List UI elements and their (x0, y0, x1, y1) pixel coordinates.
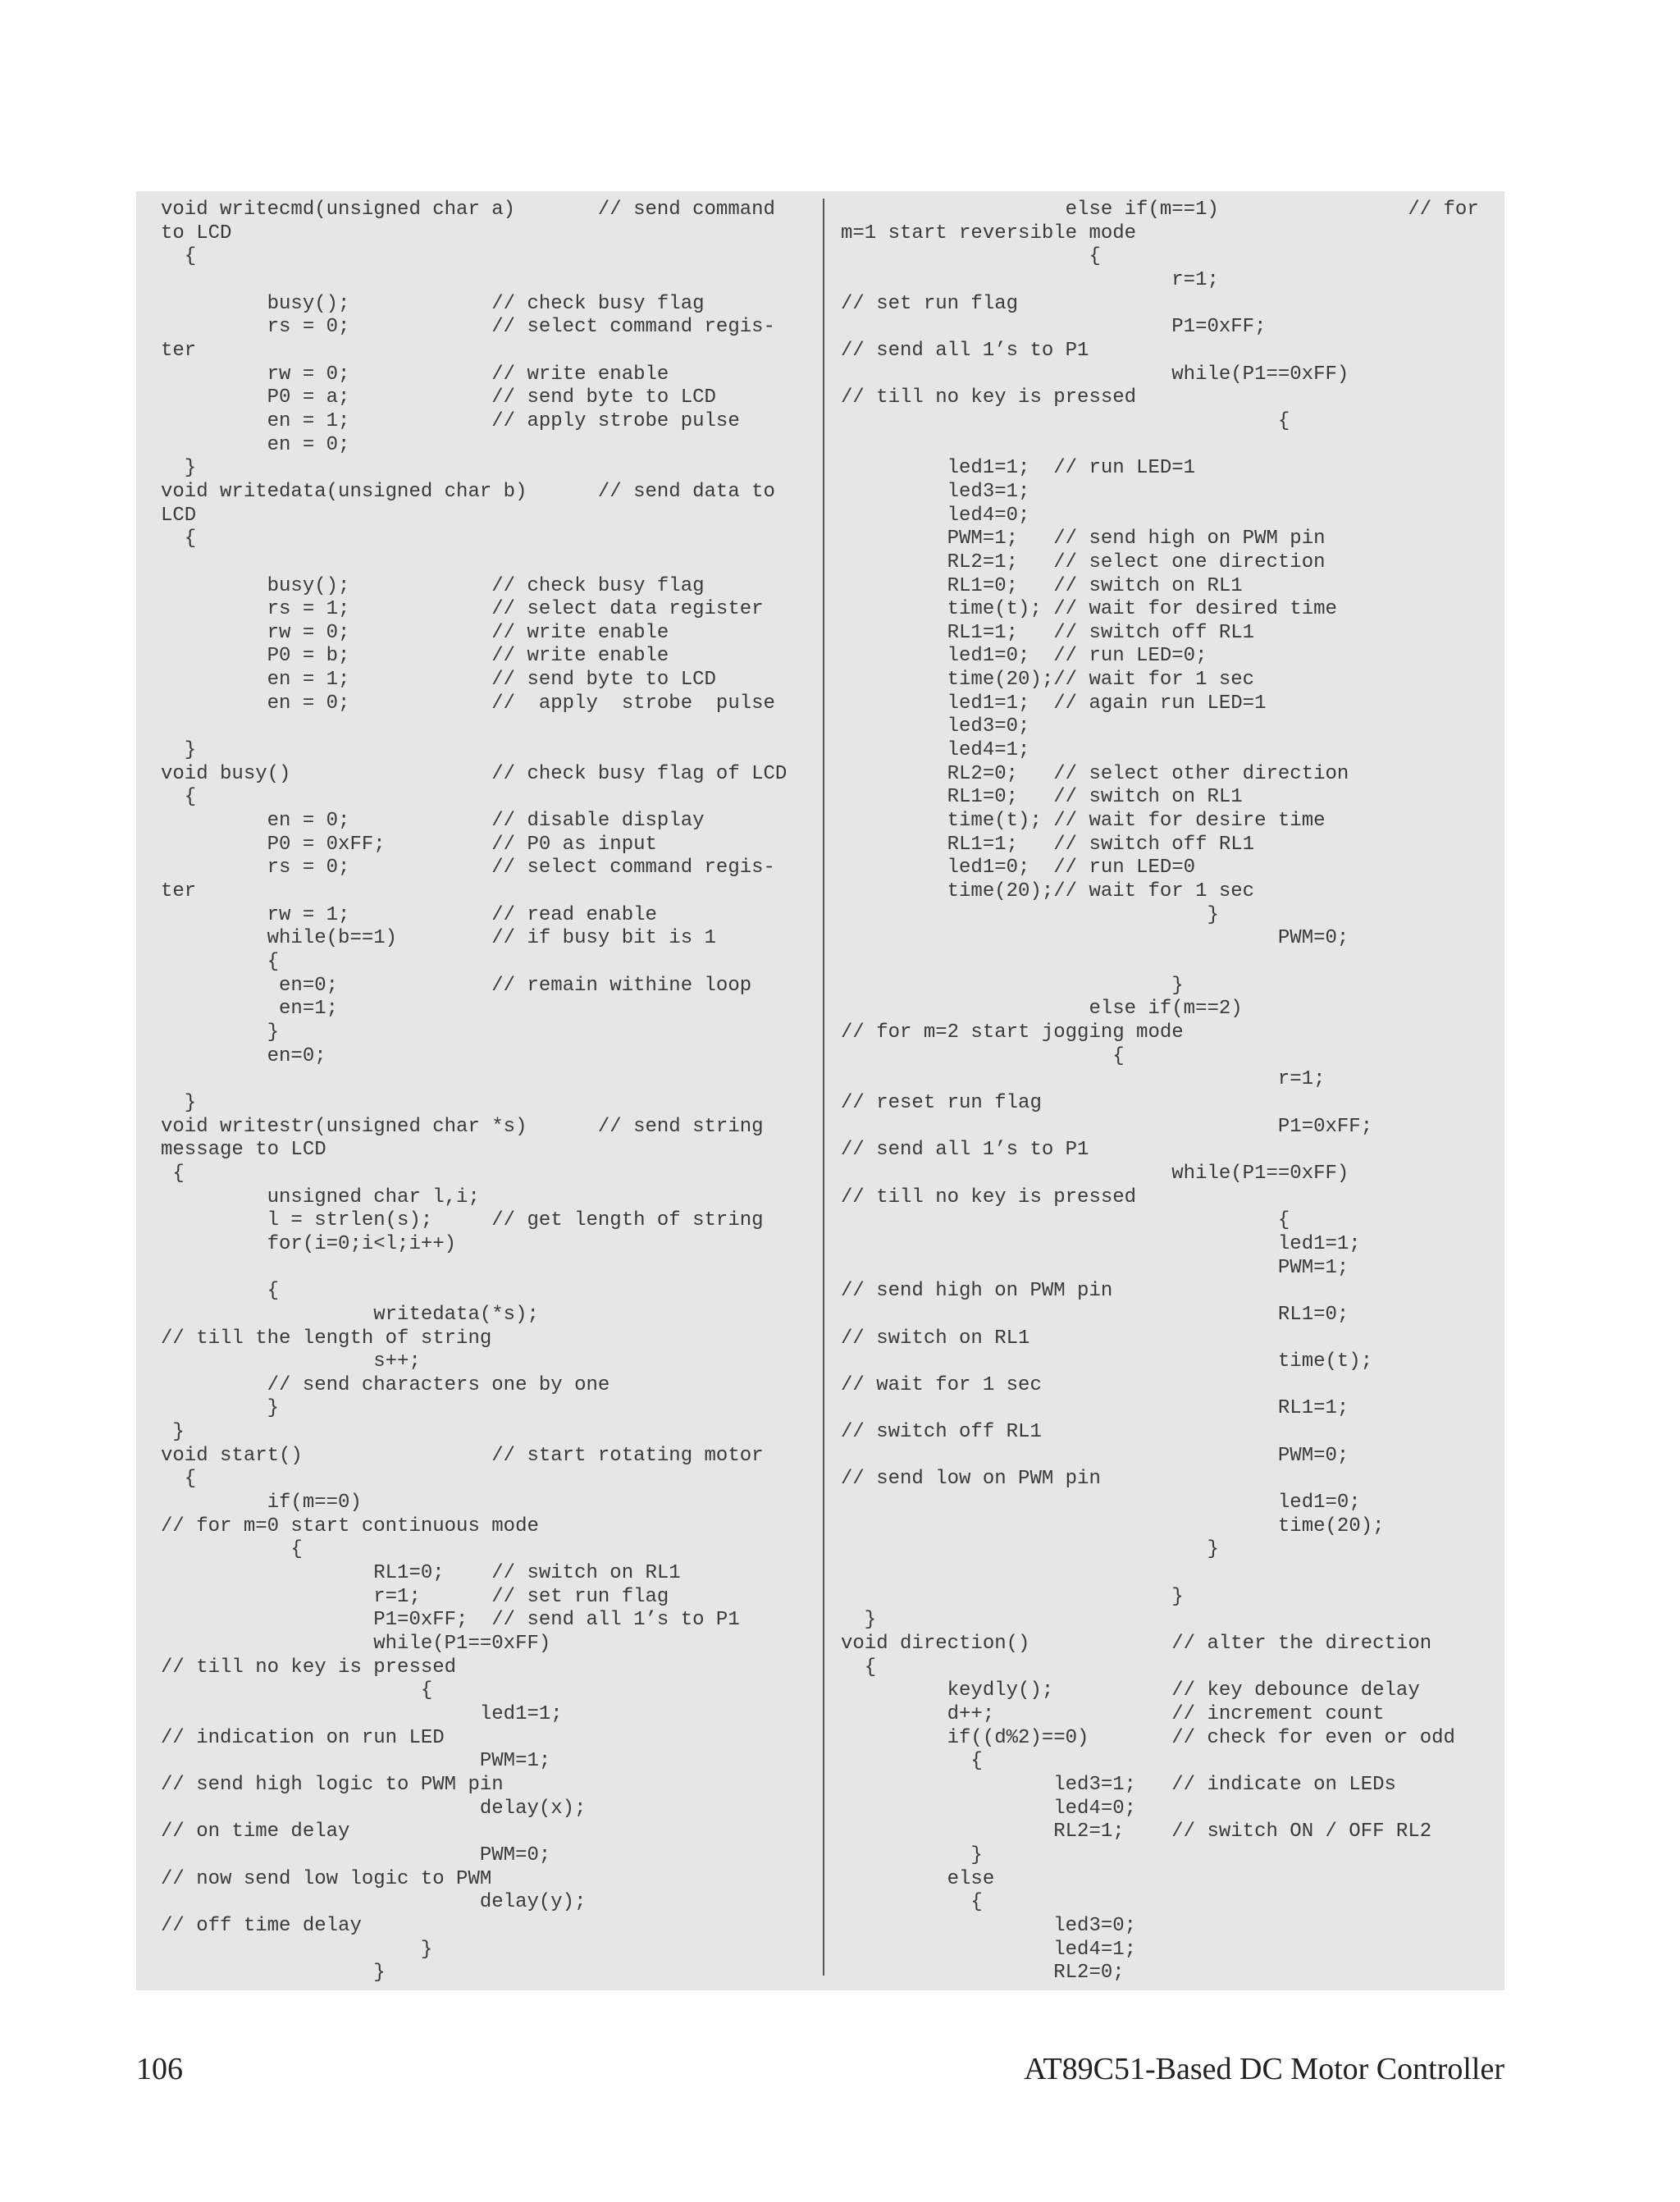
page-number: 106 (136, 2052, 183, 2086)
code-line: void busy() // check busy flag of LCD (161, 762, 788, 785)
code-line: RL2=0; (841, 1962, 1125, 1985)
code-line: } (161, 739, 197, 762)
code-line: } (161, 1938, 433, 1961)
code-line: } (841, 903, 1219, 926)
code-line: // switch off RL1 (841, 1421, 1042, 1444)
code-line: } (841, 1585, 1184, 1608)
code-line: } (841, 1609, 877, 1632)
code-line: { (161, 245, 197, 268)
code-line: PWM=1; (161, 1750, 551, 1773)
column-divider (823, 199, 824, 1976)
code-line: RL1=1; (841, 1397, 1349, 1420)
code-line: en = 1; // send byte to LCD (161, 669, 716, 692)
code-line: // for m=0 start continuous mode (161, 1514, 539, 1537)
code-line: for(i=0;i<l;i++) (161, 1232, 457, 1255)
code-line: keydly(); // key debounce delay (841, 1679, 1420, 1702)
code-line: time(20);// wait for 1 sec (841, 669, 1255, 692)
code-line: led4=1; (841, 1938, 1137, 1961)
code-line: RL1=0; (841, 1303, 1349, 1326)
code-line: RL1=1; // switch off RL1 (841, 833, 1255, 856)
code-line: void writedata(unsigned char b) // send data to (161, 480, 775, 503)
code-line: { (161, 1162, 185, 1185)
code-line: en = 0; // apply strobe pulse (161, 692, 775, 715)
code-line: } (161, 1421, 185, 1444)
code-line: // reset run flag (841, 1091, 1042, 1114)
code-line: time(t); (841, 1350, 1373, 1373)
code-line: led1=1; // run LED=1 (841, 457, 1196, 480)
code-line: led4=0; (841, 1797, 1137, 1820)
code-line: time(20); (841, 1514, 1385, 1537)
code-line: void writestr(unsigned char *s) // send string (161, 1115, 764, 1138)
code-line: RL1=1; // switch off RL1 (841, 621, 1255, 644)
code-line: } (161, 457, 197, 480)
code-line: led4=0; (841, 504, 1030, 527)
code-line: // off time delay (161, 1914, 362, 1937)
code-line: { (161, 1679, 433, 1702)
code-line: // till no key is pressed (161, 1656, 457, 1679)
code-line: while(P1==0xFF) (841, 1162, 1349, 1185)
code-line: { (841, 1750, 983, 1773)
code-line: { (161, 528, 197, 550)
code-line: m=1 start reversible mode (841, 222, 1137, 244)
code-line: led1=1; // again run LED=1 (841, 692, 1267, 715)
code-line: en=1; (161, 998, 339, 1021)
code-line: P0 = b; // write enable (161, 645, 669, 668)
code-line: led1=0; (841, 1492, 1361, 1514)
code-line: { (841, 1891, 983, 1914)
code-line: { (161, 951, 280, 973)
code-line: // now send low logic to PWM (161, 1867, 492, 1890)
code-line: rs = 0; // select command regis- (161, 316, 775, 339)
code-column-right (841, 199, 1489, 1985)
code-line: en = 0; (161, 433, 350, 456)
code-line: void start() // start rotating motor (161, 1444, 764, 1467)
code-line: RL2=1; // select one direction (841, 550, 1326, 573)
code-line: // till no key is pressed (841, 386, 1137, 409)
code-line: RL2=1; // switch ON / OFF RL2 (841, 1821, 1432, 1843)
running-title: AT89C51-Based DC Motor Controller (1024, 2052, 1504, 2086)
code-line: // send low on PWM pin (841, 1468, 1101, 1491)
code-line: rs = 0; // select command regis- (161, 857, 775, 879)
code-line: P1=0xFF; // send all 1’s to P1 (161, 1609, 740, 1632)
code-line: while(b==1) // if busy bit is 1 (161, 927, 716, 950)
code-line: PWM=1; // send high on PWM pin (841, 528, 1326, 550)
code-line: } (161, 1091, 197, 1114)
code-line: // for m=2 start jogging mode (841, 1021, 1184, 1044)
code-line: en=0; (161, 1044, 326, 1067)
code-line: { (841, 409, 1290, 432)
code-line: RL1=0; // switch on RL1 (841, 574, 1243, 597)
code-line: // indication on run LED (161, 1726, 445, 1749)
code-line: r=1; (841, 1068, 1326, 1091)
code-line: else (841, 1867, 995, 1890)
code-line: void direction() // alter the direction (841, 1633, 1432, 1656)
code-line: led3=0; (841, 1914, 1137, 1937)
code-line: led1=1; (161, 1703, 563, 1725)
code-line: { (841, 1044, 1125, 1067)
code-line: writedata(*s); (161, 1303, 539, 1326)
code-line: l = strlen(s); // get length of string (161, 1209, 764, 1232)
code-line: busy(); // check busy flag (161, 292, 705, 315)
code-line: time(t); // wait for desired time (841, 598, 1337, 621)
code-line: delay(x); (161, 1797, 587, 1820)
code-line: led3=1; (841, 480, 1030, 503)
code-line: PWM=1; (841, 1256, 1349, 1279)
code-line: led1=0; // run LED=0; (841, 645, 1208, 668)
code-line: P0 = 0xFF; // P0 as input (161, 833, 657, 856)
code-line: rs = 1; // select data register (161, 598, 764, 621)
code-line: en = 0; // disable display (161, 810, 705, 833)
code-line: unsigned char l,i; (161, 1186, 480, 1208)
code-line: // send high on PWM pin (841, 1280, 1113, 1303)
code-line: RL1=0; // switch on RL1 (161, 1562, 681, 1585)
code-line: // send all 1’s to P1 (841, 339, 1089, 362)
code-line: r=1; (841, 268, 1219, 291)
code-line: while(P1==0xFF) (841, 363, 1349, 386)
code-line: } (161, 1021, 280, 1044)
code-line: while(P1==0xFF) (161, 1633, 551, 1656)
code-line: en=0; // remain withine loop (161, 974, 752, 997)
code-line: led3=0; (841, 715, 1030, 738)
code-line: } (161, 1962, 386, 1985)
code-line: // switch on RL1 (841, 1327, 1030, 1350)
code-line: { (161, 786, 197, 809)
code-line: if(m==0) (161, 1492, 362, 1514)
code-line: { (161, 1468, 197, 1491)
code-line: PWM=0; (841, 1444, 1349, 1467)
code-line: busy(); // check busy flag (161, 574, 705, 597)
code-line: { (841, 1656, 877, 1679)
code-column-left (161, 199, 809, 1985)
code-line: led3=1; // indicate on LEDs (841, 1773, 1396, 1796)
code-line: P1=0xFF; (841, 1115, 1373, 1138)
code-line: r=1; // set run flag (161, 1585, 669, 1608)
code-line: rw = 0; // write enable (161, 621, 669, 644)
code-line: P0 = a; // send byte to LCD (161, 386, 716, 409)
code-line: to LCD (161, 222, 232, 244)
code-line: message to LCD (161, 1139, 326, 1162)
code-line: } (841, 1538, 1219, 1561)
code-line: en = 1; // apply strobe pulse (161, 409, 740, 432)
code-line: } (161, 1397, 280, 1420)
code-line: { (841, 1209, 1290, 1232)
code-line: rw = 0; // write enable (161, 363, 669, 386)
code-line: else if(m==1) // for (841, 199, 1479, 221)
code-line: RL1=0; // switch on RL1 (841, 786, 1243, 809)
code-line: } (841, 974, 1184, 997)
code-line: else if(m==2) (841, 998, 1243, 1021)
code-line: { (161, 1538, 303, 1561)
code-line: P1=0xFF; (841, 316, 1267, 339)
code-line: ter (161, 880, 197, 903)
code-line: d++; // increment count (841, 1703, 1385, 1725)
code-line: // till no key is pressed (841, 1186, 1137, 1208)
code-line: rw = 1; // read enable (161, 903, 657, 926)
code-line: // send characters one by one (161, 1373, 610, 1396)
code-line: PWM=0; (161, 1843, 551, 1866)
code-line: ter (161, 339, 197, 362)
code-line: time(20);// wait for 1 sec (841, 880, 1255, 903)
code-line: // send all 1’s to P1 (841, 1139, 1089, 1162)
code-line: { (841, 245, 1101, 268)
code-line: delay(y); (161, 1891, 587, 1914)
code-line: led4=1; (841, 739, 1030, 762)
code-line: PWM=0; (841, 927, 1349, 950)
code-line: // till the length of string (161, 1327, 492, 1350)
code-line: // send high logic to PWM pin (161, 1773, 504, 1796)
code-line: led1=1; (841, 1232, 1361, 1255)
code-line: led1=0; // run LED=0 (841, 857, 1196, 879)
code-line: time(t); // wait for desire time (841, 810, 1326, 833)
code-line: s++; (161, 1350, 421, 1373)
code-line: { (161, 1280, 280, 1303)
code-line: // set run flag (841, 292, 1019, 315)
code-line: LCD (161, 504, 197, 527)
code-line: if((d%2)==0) // check for even or odd (841, 1726, 1455, 1749)
code-line: void writecmd(unsigned char a) // send command (161, 199, 775, 221)
code-line: } (841, 1843, 983, 1866)
code-line: // on time delay (161, 1821, 350, 1843)
code-line: RL2=0; // select other direction (841, 762, 1349, 785)
code-line: // wait for 1 sec (841, 1373, 1042, 1396)
